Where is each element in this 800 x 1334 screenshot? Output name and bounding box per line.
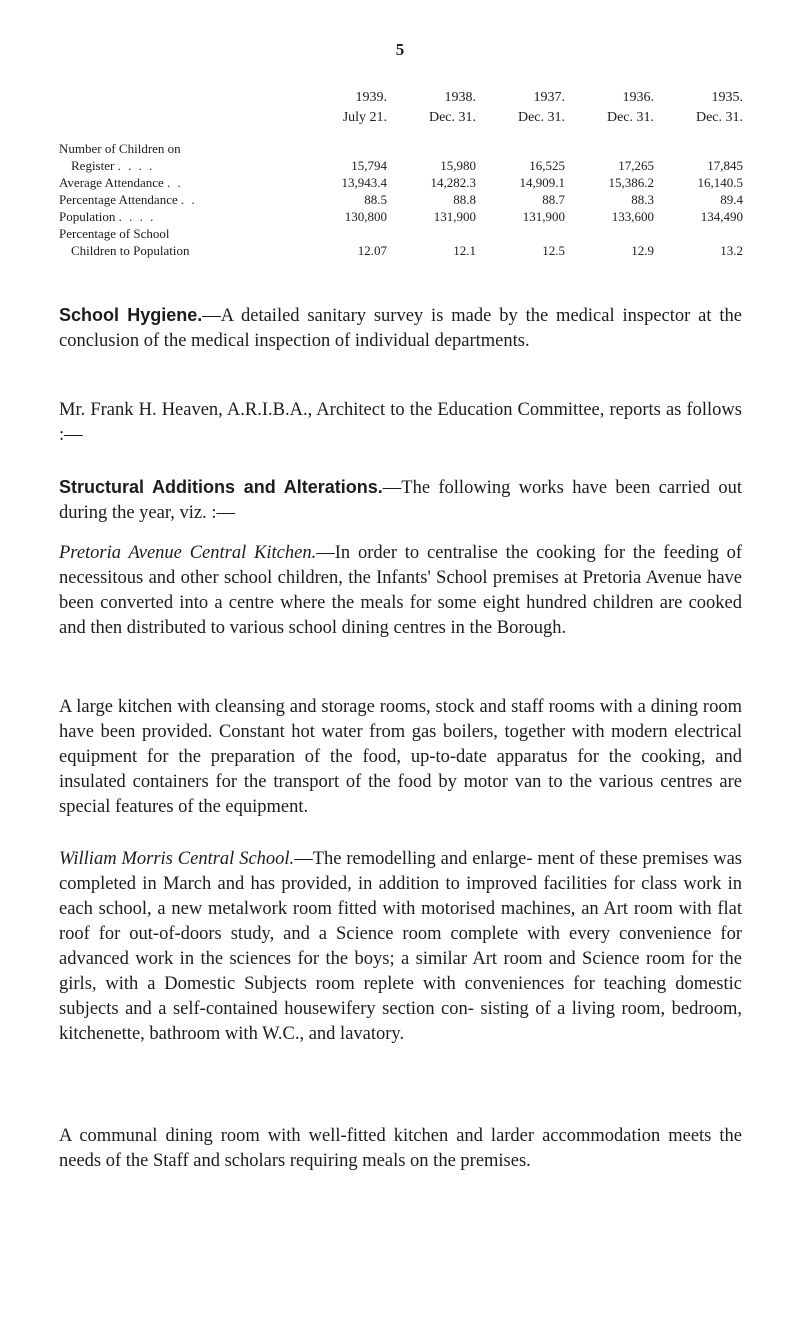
table-cell: 13,943.4 xyxy=(341,175,388,190)
row-label: Average Attendance xyxy=(59,175,164,190)
leader-dots: . . . . xyxy=(117,158,155,173)
table-cell: 14,282.3 xyxy=(430,175,477,190)
paragraph-william-morris xyxy=(59,847,742,1047)
column-year: 1938. xyxy=(444,90,477,105)
column-date: July 21. xyxy=(342,110,388,125)
row-label: Register xyxy=(71,158,115,173)
table-cell: 131,900 xyxy=(522,209,566,224)
table-cell: 16,140.5 xyxy=(697,175,743,190)
paragraph-pretoria xyxy=(59,541,742,641)
table-cell: 12.07 xyxy=(357,243,388,258)
table-row xyxy=(59,157,743,174)
column-date: Dec. 31. xyxy=(695,110,743,125)
row-label: Number of Children on xyxy=(59,141,181,156)
table-row xyxy=(59,140,743,157)
column-date: Dec. 31. xyxy=(428,110,477,125)
paragraph-text: —A detailed sanitary survey is made by the medical inspector at the conclusion of the medical inspection of individual departments. xyxy=(59,306,742,351)
table-cell: 133,600 xyxy=(611,209,654,224)
table-cell: 14,909.1 xyxy=(519,175,566,190)
table-cell: 131,900 xyxy=(433,209,477,224)
column-year: 1936. xyxy=(622,90,654,105)
table-row xyxy=(59,208,743,225)
table-cell: 88.5 xyxy=(364,192,388,207)
table-cell: 12.9 xyxy=(631,243,654,258)
subsection-heading: William Morris Central School. xyxy=(59,849,295,869)
paragraph-text: A communal dining room with well-fitted kitchen and larder accommodation meets the needs of the Staff and scholars requiring meals on the premises. xyxy=(59,1126,742,1171)
section-heading: Structural Additions and Alterations. xyxy=(59,477,383,497)
table-cell: 134,490 xyxy=(700,209,743,224)
paragraph-dining-room xyxy=(59,1124,742,1174)
table-cell: 15,980 xyxy=(440,158,477,173)
table-row xyxy=(59,242,743,259)
table-row xyxy=(59,225,743,242)
subsection-heading: Pretoria Avenue Central Kitchen. xyxy=(59,543,317,563)
table-cell: 13.2 xyxy=(720,243,743,258)
table-row xyxy=(59,191,743,208)
table-row xyxy=(59,174,743,191)
table-cell: 12.1 xyxy=(453,243,477,258)
table-header-dates xyxy=(59,108,743,128)
paragraph-text: A large kitchen with cleansing and storage rooms, stock and staff rooms with a dining room have been provided. Constant hot water from gas boilers, together with modern electrical equipment for the preparation of the food, up-to-date apparatus for the cooking, and insulated containers for the transport of the food by motor van to the various centres are special features of the equipment. xyxy=(59,697,742,817)
table-cell: 12.5 xyxy=(542,243,566,258)
paragraph-structural xyxy=(59,475,742,526)
paragraph-text: Mr. Frank H. Heaven, A.R.I.B.A., Architect to the Education Committee, reports as follows :— xyxy=(59,400,742,445)
paragraph-text: —In order to centralise the cooking for the feeding of necessitous and other school children, the Infants' School premises at Pretoria Avenue have been converted into a centre where the meals for some eight hundred children are cooked and then distributed to various school dining centres in the Borough. xyxy=(59,543,742,638)
table-cell: 15,794 xyxy=(351,158,388,173)
paragraph-text: —The following works have been carried out during the year, viz. :— xyxy=(59,478,742,523)
column-date: Dec. 31. xyxy=(517,110,566,125)
column-year: 1937. xyxy=(533,90,566,105)
leader-dots: . . xyxy=(181,192,197,207)
paragraph-architect xyxy=(59,398,742,448)
table-cell: 130,800 xyxy=(344,209,388,224)
leader-dots: . . . . xyxy=(118,209,156,224)
table-cell: 88.7 xyxy=(542,192,566,207)
row-label: Children to Population xyxy=(71,243,190,258)
row-label: Population xyxy=(59,209,116,224)
page-number: 5 xyxy=(395,40,405,59)
table-cell: 17,845 xyxy=(707,158,743,173)
table-cell: 88.8 xyxy=(453,192,477,207)
table-cell: 89.4 xyxy=(720,192,743,207)
leader-dots: . . xyxy=(167,175,183,190)
paragraph-school-hygiene xyxy=(59,303,742,354)
table-cell: 17,265 xyxy=(618,158,654,173)
column-year: 1935. xyxy=(711,90,743,105)
paragraph-kitchen xyxy=(59,695,742,820)
statistics-table xyxy=(59,88,743,259)
row-label: Percentage Attendance xyxy=(59,192,178,207)
column-year: 1939. xyxy=(355,90,388,105)
table-cell: 15,386.2 xyxy=(608,175,654,190)
table-cell: 16,525 xyxy=(529,158,566,173)
paragraph-text: —The remodelling and enlarge- ment of these premises was completed in March and has provided, in addition to improved facilities for class work in each school, a new metalwork room fitted with motorised machines, an Art room with flat roof for out-of-doors study, and a Science room complete with every convenience for advanced work in the sciences for the boys; a similar Art room and Science room for the girls, with a Domestic Subjects room replete with conveniences for teaching domestic subjects and a self-contained housewifery section con- sisting of a living room, bedroom, kitchenette, bathroom with W.C., and lavatory. xyxy=(59,849,742,1044)
row-label: Percentage of School xyxy=(59,226,170,241)
section-heading: School Hygiene. xyxy=(59,305,203,325)
column-date: Dec. 31. xyxy=(606,110,654,125)
table-cell: 88.3 xyxy=(631,192,654,207)
table-header-years xyxy=(59,88,743,108)
